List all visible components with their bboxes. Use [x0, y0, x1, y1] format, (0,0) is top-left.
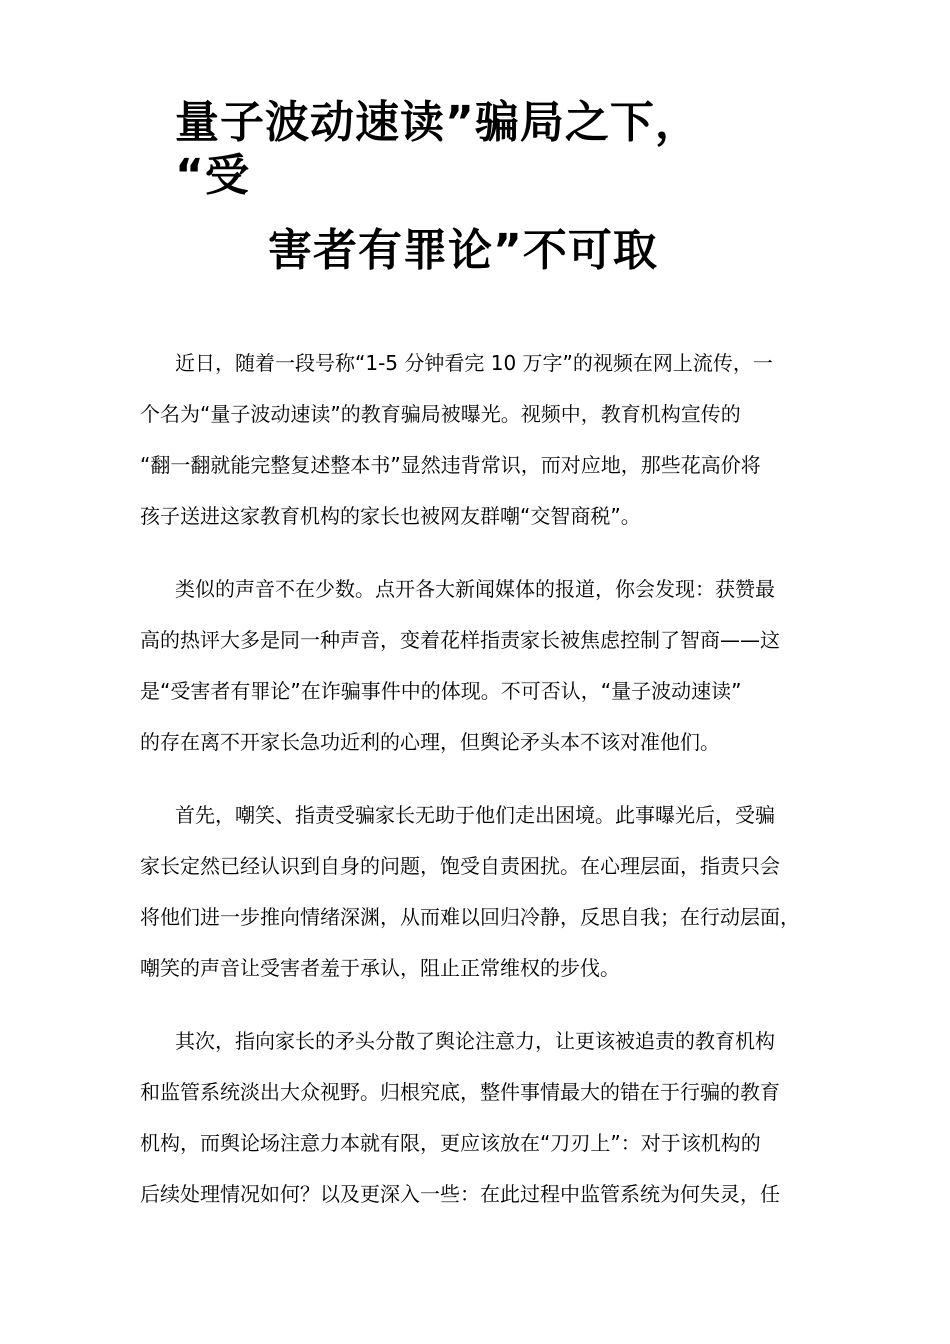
- paragraph-line: 家长定然已经认识到自身的问题，饱受自责困扰。在心理层面，指责只会: [140, 854, 780, 878]
- paragraph-line: 和监管系统淡出大众视野。归根究底，整件事情最大的错在于行骗的教育: [140, 1080, 780, 1104]
- paragraph-line: 的存在离不开家长急功近利的心理，但舆论矛头本不该对准他们。: [140, 730, 720, 754]
- title-line-3: 害者有罪论”不可取: [268, 225, 658, 276]
- paragraph-line: 个名为“量子波动速读”的教育骗局被曝光。视频中，教育机构宣传的: [140, 402, 741, 426]
- paragraph-line: 类似的声音不在少数。点开各大新闻媒体的报道，你会发现：获赞最: [175, 577, 775, 601]
- paragraph-1: [140, 338, 840, 542]
- paragraph-line: 其次，指向家长的矛头分散了舆论注意力，让更该被追责的教育机构: [175, 1029, 775, 1053]
- paragraph-line: 嘲笑的声音让受害者羞于承认，阻止正常维权的步伐。: [140, 956, 620, 980]
- paragraph-4: [140, 1016, 840, 1220]
- paragraph-line: 后续处理情况如何？以及更深入一些：在此过程中监管系统为何失灵，任: [140, 1182, 780, 1206]
- paragraph-line: 机构，而舆论场注意力本就有限，更应该放在“刀刃上”：对于该机构的: [140, 1131, 761, 1155]
- paragraph-line: 将他们进一步推向情绪深渊，从而难以回归冷静，反思自我；在行动层面，: [140, 905, 800, 929]
- paragraph-line: 是“受害者有罪论”在诈骗事件中的体现。不可否认，“量子波动速读”: [140, 679, 742, 703]
- paragraph-line: 孩子送进这家教育机构的家长也被网友群嘲“交智商税”。: [140, 504, 641, 528]
- paragraph-3: [140, 790, 840, 994]
- paragraph-line: 高的热评大多是同一种声音，变着花样指责家长被焦虑控制了智商——这: [140, 628, 780, 652]
- title-line-1: 量子波动速读”骗局之下，: [175, 97, 700, 148]
- paragraph-line: “翻一翻就能完整复述整本书”显然违背常识，而对应地，那些花高价将: [140, 453, 761, 477]
- paragraph-line: 近日，随着一段号称“1-5 分钟看完 10 万字”的视频在网上流传，一: [175, 351, 773, 375]
- paragraph-2: [140, 564, 840, 768]
- paragraph-line: 首先，嘲笑、指责受骗家长无助于他们走出困境。此事曝光后，受骗: [175, 803, 775, 827]
- title-line-2: “受: [175, 150, 250, 201]
